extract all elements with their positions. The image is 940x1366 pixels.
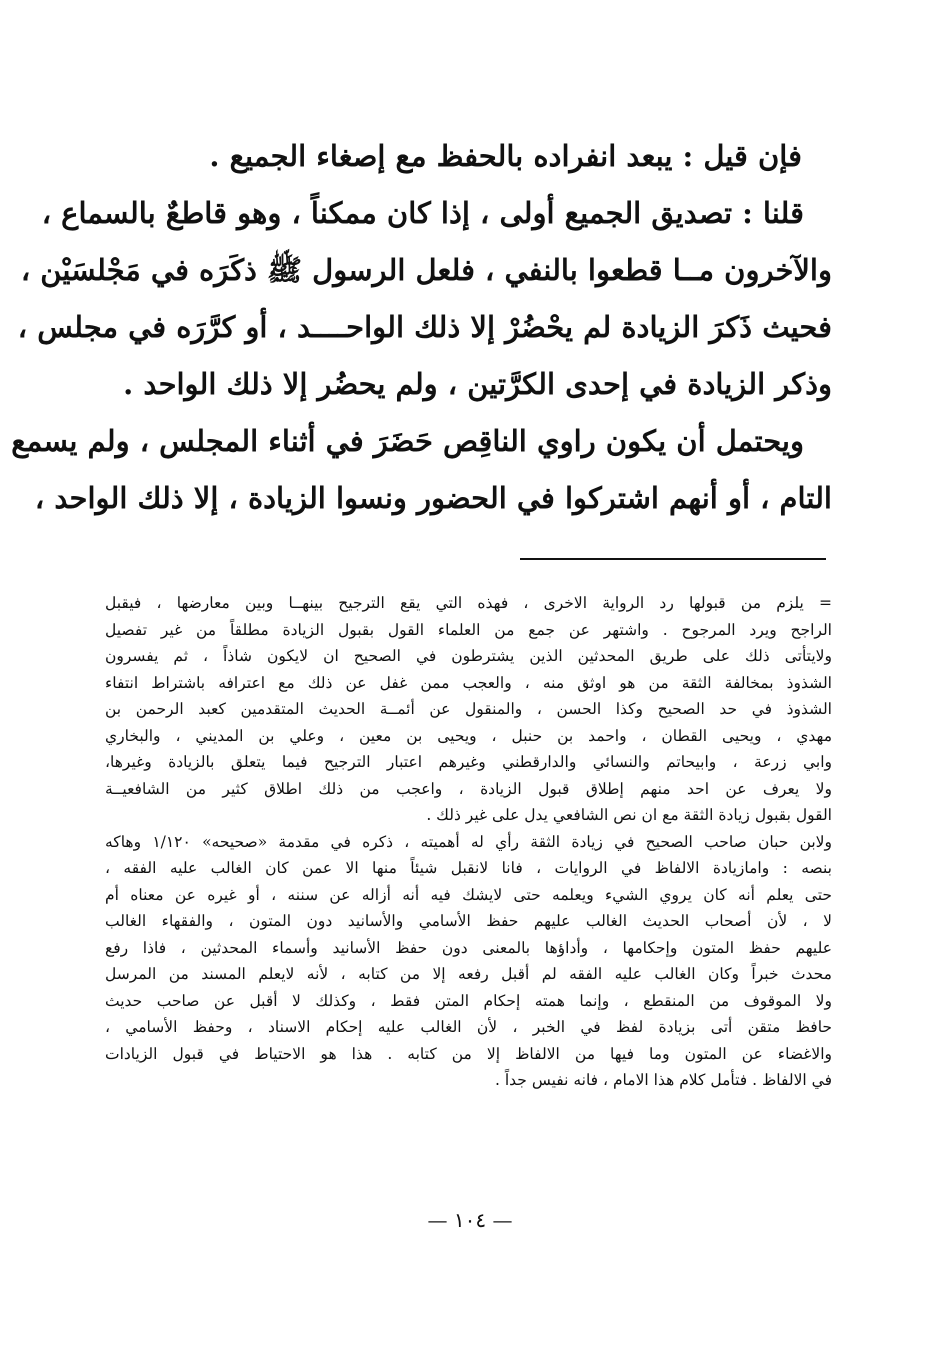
main-line: قلنا : تصديق الجميع أولى ، إذا كان ممكناً ، وهو قاطعٌ بالسماع ، xyxy=(41,196,804,230)
main-line: فحيث ذَكرَ الزيادة لم يحْضُرْ إلا ذلك الواحــــد ، أو كرَّرَه في مجلس ، xyxy=(17,310,832,344)
footnote-line: مهدي ، ويحيى القطان ، واحمد بن حنبل ، ويحيى بن معين ، وعلي بن المديني ، والبخاري xyxy=(105,726,832,745)
footnote-line: عليهم حفظ المتون وإحكامها ، وأداؤها بالمعنى دون حفظ الأسانيد وأسماء المحدثين ، فاذا رفع xyxy=(105,938,832,957)
footnote-line: وابي زرعة ، وابيحاتم والنسائي والدارقطني وغيرهم اعتبار الترجيح فيما يتعلق بالزيادة وغيرها، xyxy=(105,753,832,771)
footnote-line: الراجح ويرد المرجوح . واشتهر عن جمع من العلماء القول بقبول الزيادة مطلقاً من غير تفصيل xyxy=(105,620,832,639)
footnote-line: ولا الموقوف من المنقطع ، وإنما همته إحكام المتن فقط ، وكذلك لا أقبل عن صاحب حديث xyxy=(105,991,832,1010)
footnote-line: ولا يعرف عن احد منهم إطلاق قبول الزيادة ، واعجب من ذلك اطلاق كثير من الشافعيــة xyxy=(105,779,832,798)
page-number: — ١٠٤ — xyxy=(427,1208,513,1232)
main-line: فإن قيل : يبعد انفراده بالحفظ مع إصغاء الجميع . xyxy=(209,139,802,173)
footnote-line: في الالفاظ . فتأمل كلام هذا الامام ، فانه نفيس جداً . xyxy=(495,1071,832,1089)
footnote-line: محدث خبراً وكان الغالب عليه الفقه لم أقبل رفعه إلا من كتابه ، لأنه لايعلم المسند من المرسل xyxy=(105,965,832,983)
footnotes xyxy=(105,590,832,1094)
footnote-line: الشذوذ في حد الصحيح وكذا الحسن ، والمنقول عن أئمــة الحديث المتقدمين كعبد الرحمن بن xyxy=(105,700,832,718)
main-line: ويحتمل أن يكون راوي الناقِص حَضَرَ في أثناء المجلس ، ولم يسمع xyxy=(11,424,804,458)
footnote-line: بنصه : وامازيادة الالفاظ في الروايات ، فانا لانقبل شيئاً منها الا عمن كان الغالب عليه الفقه ، xyxy=(105,859,832,877)
footnote-line: حافظ متقن أتى بزيادة لفظ في الخبر ، لأن الغالب عليه إحكام الاسناد ، وحفظ الأسامي ، xyxy=(105,1018,832,1036)
main-text xyxy=(11,128,832,527)
footnote-line: والاغضاء عن المتون وما فيها من الالفاظ إلا من كتابه . هذا هو الاحتياط في قبول الزيادات xyxy=(105,1044,832,1063)
footnote-divider xyxy=(520,558,826,560)
main-line: التام ، أو أنهم اشتركوا في الحضور ونسوا الزيادة ، إلا ذلك الواحد ، xyxy=(34,481,832,515)
footnote-line: حتى يعلم أنه كان يروي الشيء ويعلمه حتى لايشك فيه أنه أزاله عن سننه ، أو غيره عن معناه أم xyxy=(105,885,832,904)
footnote-line: القول بقبول زيادة الثقة مع ان نص الشافعي يدل على غير ذلك . xyxy=(426,806,832,824)
footnote-line: ولايتأتى ذلك على طريق المحدثين الذين يشترطون في الصحيح ان لايكون شاذاً ، ثم يفسرون xyxy=(105,647,832,665)
main-line: وذكر الزيادة في إحدى الكرَّتين ، ولم يحضُر إلا ذلك الواحد . xyxy=(123,367,832,401)
footnote-line: = يلزم من قبولها رد الرواية الاخرى ، فهذه التي يقع الترجيح بينهــا وبين معارضها ، فيقبل xyxy=(105,594,832,612)
footnote-line: ولابن حبان صاحب الصحيح في زيادة الثقة رأي له أهميته ، ذكره في مقدمة «صحيحه» ١/١٢٠ وهاكه xyxy=(105,832,833,851)
main-line: والآخرون مــا قطعوا بالنفي ، فلعل الرسول ﷺ ذكَرَه في مَجْلسَيْن ، xyxy=(20,253,832,287)
footnote-line: لا ، لأن أصحاب الحديث الغالب عليهم حفظ الأسامي والأسانيد دون المتون ، والفقهاء الغالب xyxy=(105,912,832,930)
footnote-line: الشذوذ بمخالفة الثقة من هو اوثق منه ، والعجب ممن غفل عن ذلك مع اعترافه باشتراط انتفاء xyxy=(105,673,832,692)
